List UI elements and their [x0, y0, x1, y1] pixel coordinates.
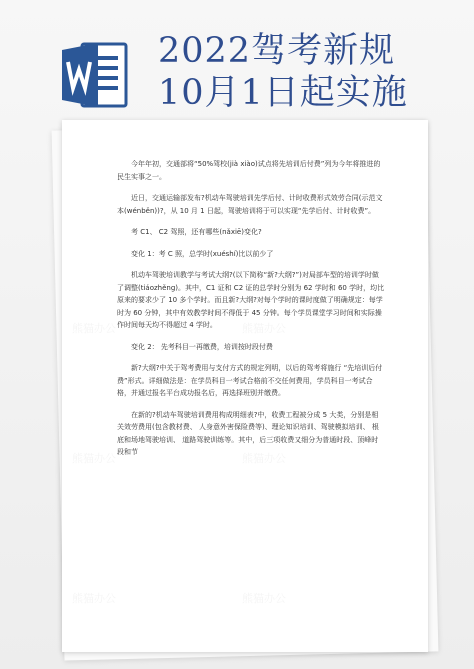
watermark: 熊猫办公 — [242, 592, 286, 605]
section-heading: 变化 2： 先考科目一再缴费，培训按时段付费 — [131, 342, 273, 351]
paragraph: 近日，交通运输部发布?机动车驾驶培训先学后付、计时收费形式效劳合同(示范文本(wénběn))?，从 10 月 1 日起，驾驶培训将于可以实现“先学后付、计时收费”。 — [117, 194, 383, 215]
document-body — [117, 158, 385, 468]
watermark: 熊猫办公 — [242, 322, 286, 335]
watermark: 熊猫办公 — [72, 322, 116, 335]
watermark: 熊猫办公 — [242, 452, 286, 465]
word-document-icon — [62, 40, 128, 110]
watermark: 熊猫办公 — [72, 592, 116, 605]
paragraph: 新?大纲?中关于驾考费用与支付方式的规定列明，以后的驾考将施行 “先培训后付费”形式。详细做法是：在学员科目一考试合格前不交任何费用，学员科目一考试合格，并通过报名平台成功报名后，再选择班别并缴费。 — [117, 364, 383, 397]
watermark: 熊猫办公 — [72, 452, 116, 465]
section-heading: 变化 1：考 C 照，总学时(xuéshí)比以前少了 — [131, 249, 274, 258]
title-line-1: 2022驾考新规 — [158, 31, 396, 71]
title-line-2: 10月1日起实施 — [158, 73, 408, 113]
section-heading: 考 C1、 C2 驾照，还有哪些(nǎxiē)变化? — [131, 228, 262, 236]
paragraph: 在新的?机动车驾驶培训费用构成明细表?中，收费工程被分成 5 大类，分别是相关效劳费用(包含教材费、 人身意外害保险费等)、理论知识培训、驾驶模拟培训、 根底和场地驾驶培训、 道路驾驶训练等。其中，后三项收费又细分为普通时段、顶峰时段和节 — [117, 410, 379, 456]
document-page — [62, 120, 428, 652]
paragraph: 机动车驾驶培训教学与考试大纲?(以下简称“新?大纲?”)对局部车型的培训学时做了调整(tiáozhěng)。其中，C1 证和 C2 证的总学时分别为 62 学时和 60 学时，均比原来的要求少了 10 多个学时。而且新?大纲?对每个学时的课时度做了明确规定：每学时为 60 分钟，其中有效教学时间不得低于 45 分钟。每个学员课堂学习时间和实际操作时间每天均不得超过 4 学时。 — [117, 271, 385, 329]
page-title — [158, 30, 458, 114]
paragraph: 今年年初，交通部将“50%驾校(jià xiào)试点将先培训后付费”列为今年将推进的民生实事之一。 — [117, 160, 381, 181]
